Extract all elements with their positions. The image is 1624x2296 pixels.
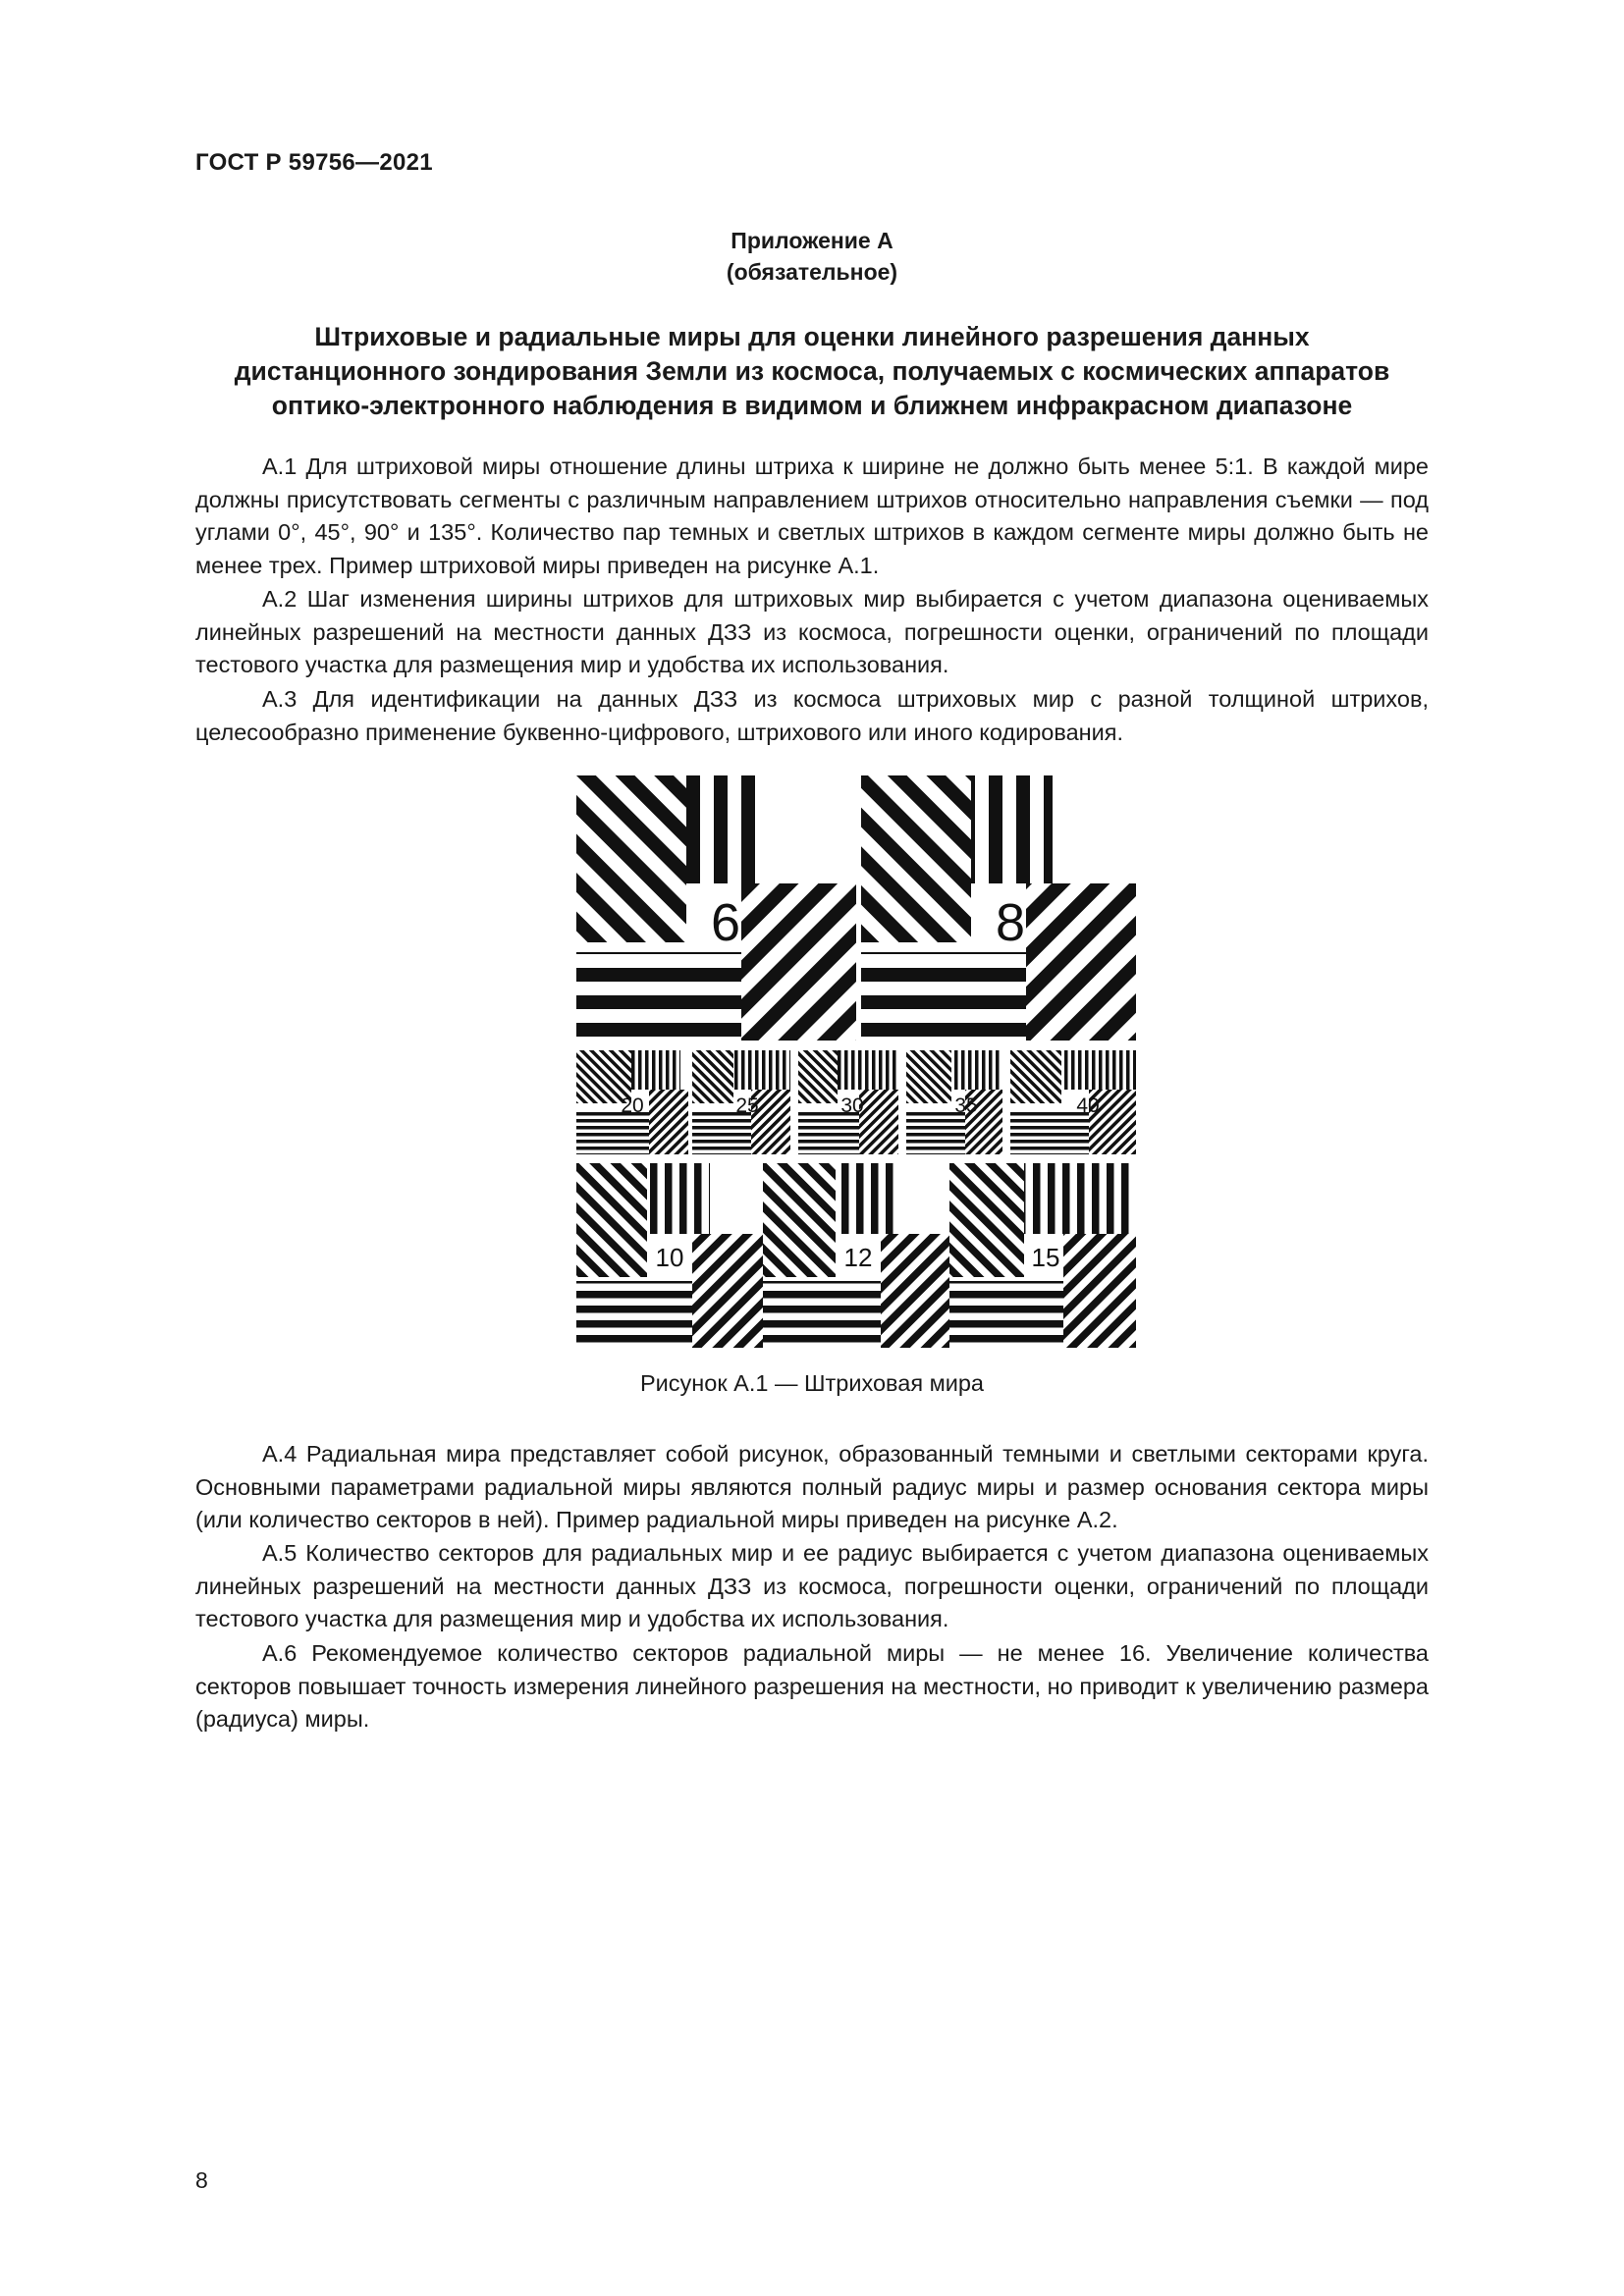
paragraph-a1: А.1 Для штриховой миры отношение длины штриха к ширине не должно быть менее 5:1. В каждой мире должны присутствовать сегменты с различным направлением штрихов относительно направления съемки — под углами 0°, 45°, 90° и 135°. Количество пар темных и светлых штрихов в каждом сегменте миры должно быть не менее трех. Пример штриховой миры приведен на рисунке А.1. — [195, 454, 1429, 578]
bar-segment-90 — [838, 1050, 898, 1090]
target-code-label: 12 — [843, 1243, 873, 1272]
target-code-label: 40 — [1076, 1095, 1100, 1117]
target-code-label: 25 — [735, 1095, 759, 1117]
bar-segment-45 — [881, 1234, 949, 1348]
paragraph-a4: А.4 Радиальная мира представляет собой рисунок, образованный темными и светлыми секторами круга. Основными параметрами радиальной миры являются полный радиус миры и размер основания сектора миры (или количество секторов в ней). Пример радиальной миры приведен на рисунке А.2. — [195, 1441, 1429, 1532]
bar-target-40 — [1010, 1050, 1136, 1154]
page-number: 8 — [195, 2167, 208, 2193]
bar-segment-90 — [971, 775, 1053, 883]
bar-target-25 — [692, 1050, 790, 1154]
bar-segment-0 — [576, 1281, 692, 1348]
annex-title-line: Штриховые и радиальные миры для оценки линейного разрешения данных — [314, 322, 1310, 351]
target-code-label: 15 — [1031, 1243, 1060, 1272]
target-code-label: 20 — [621, 1095, 644, 1117]
bar-target-8 — [861, 775, 1136, 1041]
annex-status: (обязательное) — [726, 259, 898, 285]
annex-title — [195, 320, 1429, 423]
bar-target-figure — [576, 775, 1136, 1350]
bar-segment-0 — [576, 952, 741, 1041]
bar-segment-90 — [1061, 1050, 1136, 1090]
bar-segment-45 — [692, 1234, 763, 1348]
target-code-label: 6 — [710, 893, 741, 952]
bar-segment-45 — [1063, 1234, 1136, 1348]
bar-target-10 — [576, 1163, 763, 1348]
bar-segment-90 — [733, 1050, 790, 1090]
paragraph-a2: А.2 Шаг изменения ширины штрихов для штриховых мир выбирается с учетом диапазона оцениваемых линейных разрешений на местности данных ДЗЗ из космоса, погрешности оценки, ограничений по площади тестового участка для размещения мир и удобства их использования. — [195, 586, 1429, 677]
bar-segment-90 — [836, 1163, 894, 1234]
bar-segment-90 — [647, 1163, 710, 1234]
target-code-label: 8 — [995, 893, 1026, 952]
header-code: ГОСТ Р 59756—2021 — [195, 149, 433, 176]
bar-segment-0 — [949, 1281, 1063, 1348]
bar-segment-90 — [631, 1050, 680, 1090]
bar-segment-135 — [949, 1163, 1024, 1277]
bar-segment-135 — [576, 1163, 647, 1277]
bar-target-20 — [576, 1050, 688, 1154]
bar-target-30 — [798, 1050, 898, 1154]
target-code-label: 35 — [954, 1095, 978, 1117]
figure-caption: Рисунок А.1 — Штриховая мира — [639, 1370, 984, 1396]
target-code-label: 10 — [655, 1243, 684, 1272]
paragraph-a3: А.3 Для идентификации на данных ДЗЗ из космоса штриховых мир с разной толщиной штрихов, целесообразно применение буквенно-цифрового, штрихового или иного кодирования. — [195, 686, 1429, 745]
bar-target-35 — [906, 1050, 1002, 1154]
bar-segment-0 — [861, 952, 1026, 1041]
annex-title-line: оптико-электронного наблюдения в видимом и ближнем инфракрасном диапазоне — [271, 391, 1353, 420]
bar-target-6 — [576, 775, 856, 1041]
paragraph-a6: А.6 Рекомендуемое количество секторов радиальной миры — не менее 16. Увеличение количества секторов повышает точность измерения линейного разрешения на местности, но приводит к увеличению размера (радиуса) миры. — [195, 1640, 1429, 1732]
bar-target-12 — [763, 1163, 949, 1348]
annex-label: Приложение А — [731, 228, 893, 253]
bar-segment-135 — [1010, 1050, 1061, 1103]
bar-segment-45 — [649, 1090, 688, 1154]
annex-title-line: дистанционного зондирования Земли из космоса, получаемых с космических аппаратов — [234, 356, 1390, 386]
large-bar-targets — [576, 775, 1136, 1041]
bar-segment-135 — [692, 1050, 733, 1103]
bar-segment-135 — [576, 775, 686, 942]
bar-segment-0 — [763, 1281, 881, 1348]
bar-segment-135 — [798, 1050, 838, 1103]
bar-target-15 — [949, 1163, 1136, 1348]
bar-segment-45 — [859, 1090, 898, 1154]
paragraph-a5: А.5 Количество секторов для радиальных мир и ее радиус выбирается с учетом диапазона оцениваемых линейных разрешений на местности данных ДЗЗ из космоса, погрешности оценки, ограничений по площади тестового участка для размещения мир и удобства их использования. — [195, 1540, 1429, 1631]
bar-segment-45 — [1026, 883, 1136, 1041]
bar-segment-90 — [951, 1050, 1002, 1090]
bar-segment-90 — [1024, 1163, 1136, 1234]
medium-bar-targets — [576, 1163, 1136, 1348]
target-code-label: 30 — [840, 1095, 864, 1117]
bar-segment-45 — [741, 883, 856, 1041]
bar-segment-135 — [763, 1163, 836, 1277]
bar-segment-135 — [906, 1050, 951, 1103]
bar-segment-135 — [861, 775, 971, 942]
small-bar-targets — [576, 1050, 1136, 1154]
bar-segment-90 — [686, 775, 768, 883]
